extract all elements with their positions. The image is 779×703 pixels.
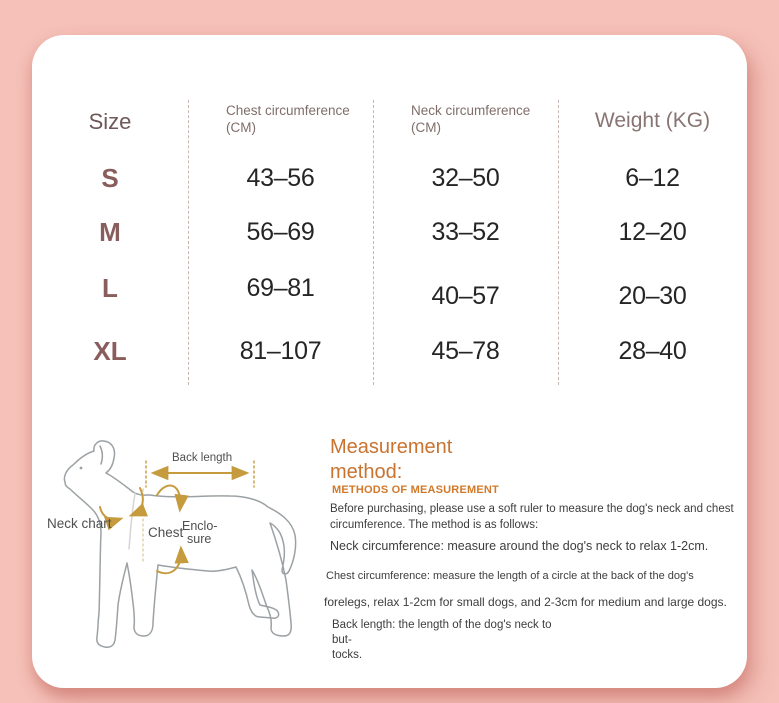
header-neck-circumference: Neck circumference (CM) — [411, 103, 531, 135]
chest-cell: 69–81 — [246, 273, 315, 302]
chest-circumference-text-line2: forelegs, relax 1-2cm for small dogs, and 2-3cm for medium and large dogs. — [324, 595, 727, 609]
enclosure-label: Enclo- sure — [182, 519, 218, 547]
weight-cell: 6–12 — [625, 163, 680, 192]
size-cell: M — [99, 216, 121, 247]
header-size: Size — [88, 109, 132, 134]
size-table-header — [32, 103, 747, 137]
header-chest-circumference: Chest circumference (CM) — [226, 103, 350, 135]
neck-chart-label: Neck chart — [47, 516, 112, 531]
size-cell: XL — [93, 335, 127, 366]
weight-cell: 20–30 — [618, 281, 687, 310]
table-row — [32, 153, 747, 203]
neck-cell: 32–50 — [431, 163, 500, 192]
measurement-method-title: Measurement method: — [330, 436, 453, 483]
table-row — [32, 207, 747, 257]
neck-cell: 33–52 — [431, 217, 500, 246]
chest-cell: 43–56 — [246, 163, 315, 192]
table-row — [32, 263, 747, 313]
neck-cell: 40–57 — [431, 281, 500, 310]
size-cell: S — [101, 162, 119, 193]
measurement-arrows — [100, 461, 254, 573]
chest-cell: 81–107 — [239, 336, 322, 365]
weight-cell: 28–40 — [618, 336, 687, 365]
measurement-intro-text: Before purchasing, please use a soft ruler to measure the dog's neck and chest circumference. The method is as follows: — [330, 503, 734, 531]
dog-measurement-diagram — [40, 425, 332, 677]
dog-eye — [80, 467, 83, 470]
back-length-text: Back length: the length of the dog's neck to but- tocks. — [332, 619, 552, 661]
weight-cell: 12–20 — [618, 217, 687, 246]
chest-circumference-text-line1: Chest circumference: measure the length of a circle at the back of the dog's — [326, 570, 694, 582]
chest-measure-arrow-bottom — [157, 549, 181, 573]
neck-circumference-text: Neck circumference: measure around the dog's neck to relax 1-2cm. — [330, 539, 709, 553]
header-weight: Weight (KG) — [594, 109, 711, 132]
neck-cell: 45–78 — [431, 336, 500, 365]
measurement-method-subtitle: METHODS OF MEASUREMENT — [332, 484, 499, 496]
chest-cell: 56–69 — [246, 217, 315, 246]
size-cell: L — [102, 272, 118, 303]
table-row — [32, 326, 747, 376]
dog-outline — [64, 441, 295, 647]
chest-label: Chest — [148, 525, 184, 540]
back-length-label: Back length — [172, 452, 233, 464]
size-chart-card — [32, 35, 747, 688]
